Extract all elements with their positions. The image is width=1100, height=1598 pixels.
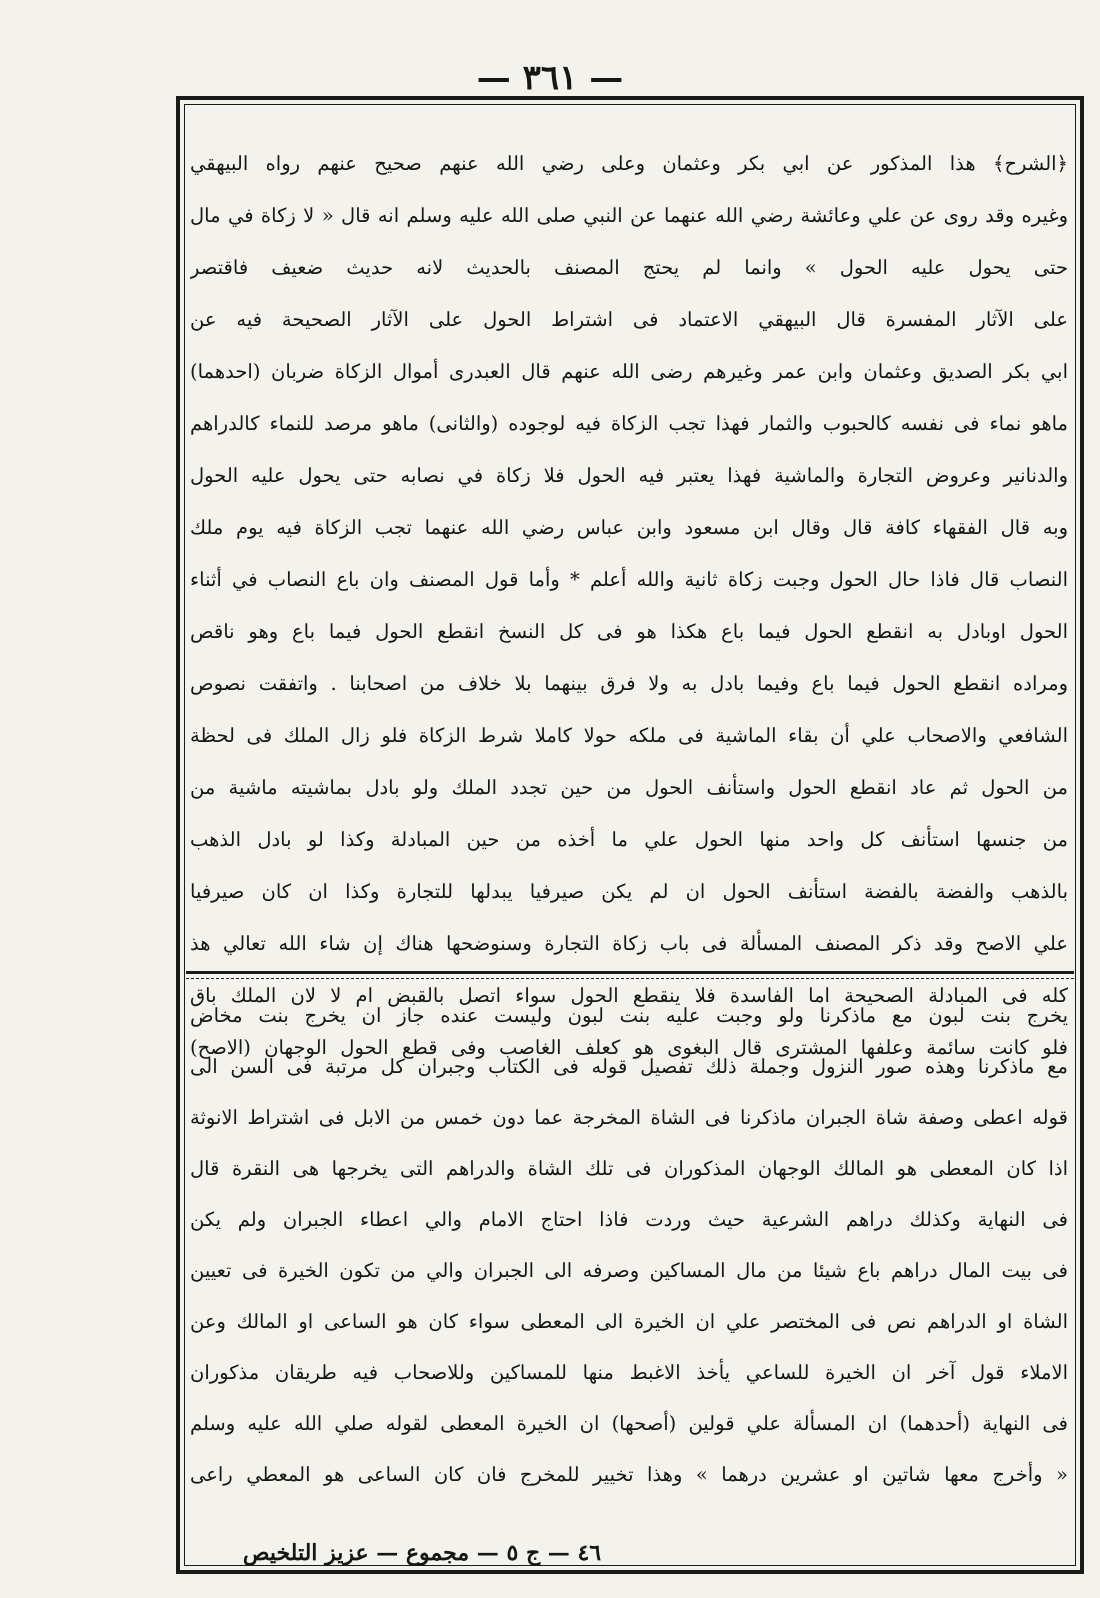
commentary-line: علي الاصح وقد ذكر المصنف المسألة فى باب زكاة التجارة وسنوضحها هناك إن شاء الله تعالي هذ [190, 932, 1068, 955]
continuation-line: فى النهاية (أحدهما) ان المسألة علي قولين (أصحها) ان الخيرة المعطى لقوله صلي الله عليه وسلم [190, 1412, 1068, 1435]
commentary-line: بالذهب والفضة بالفضة استأنف الحول ان لم يكن صيرفيا يبدلها للتجارة وكذا ان كان صيرفيا [190, 880, 1068, 903]
section-divider [186, 971, 1074, 979]
continuation-line: قوله اعطى وصفة شاة الجبران ماذكرنا فى الشاة المخرجة عما دون خمس من الابل فى اشتراط الانوثة [190, 1106, 1068, 1129]
continuation-line: يخرج بنت لبون مع ماذكرنا ولو وجبت عليه بنت لبون وليست عنده جاز ان يخرج بنت مخاض [190, 1004, 1068, 1027]
continuation-block [190, 990, 1068, 1500]
continuation-line: اذا كان المعطى هو المالك الوجهان المذكوران فى تلك الشاة والدراهم التى يخرجها هى النقرة قال [190, 1157, 1068, 1180]
commentary-line: النصاب قال فاذا حال الحول وجبت زكاة ثانية والله أعلم * وأما قول المصنف وان باع النصاب في أثناء [190, 568, 1068, 591]
commentary-line: ماهو نماء فى نفسه كالحبوب والثمار فهذا تجب الزكاة فيه لوجوده (والثانى) ماهو مرصد للنماء كالدراهم [190, 412, 1068, 435]
commentary-line: ﴿الشرح﴾ هذا المذكور عن ابي بكر وعثمان وعلى رضي الله عنهم صحيح عنهم رواه البيهقي [190, 152, 1068, 175]
commentary-line: الشافعي والاصحاب علي أن بقاء الماشية فى ملكه حولا كاملا شرط الزكاة فلو زال الملك فى لحظة [190, 724, 1068, 747]
commentary-line: من جنسها استأنف كل واحد منها الحول علي ما أخذه من حين المبادلة وكذا لو بادل الذهب [190, 828, 1068, 851]
commentary-line: ابي بكر الصديق وعثمان وابن عمر وغيرهم رضى الله عنهم قال العبدرى أموال الزكاة ضربان (احدهما) [190, 360, 1068, 383]
commentary-line: ومراده انقطع الحول فيما باع وفيما بادل به ولا فرق بينهما بلا خلاف من اصحابنا . واتفقت نصوص [190, 672, 1068, 695]
commentary-line: وغيره وقد روى عن علي وعائشة رضي الله عنهما عن النبي صلى الله عليه وسلم انه قال « لا زكاة في مال [190, 204, 1068, 227]
commentary-line: على الآثار المفسرة قال البيهقي الاعتماد فى اشتراط الحول على الآثار الصحيحة فيه عن [190, 308, 1068, 331]
commentary-line: وبه قال الفقهاء كافة قال وقال ابن مسعود وابن عباس رضي الله عنهما تجب الزكاة فيه يوم ملك [190, 516, 1068, 539]
commentary-line: فلو كانت سائمة وعلفها المشترى قال البغوى هو كعلف الغاصب وفى قطع الحول الوجهان (الاصح) [190, 1036, 1068, 1059]
continuation-line: فى بيت المال دراهم باع شيئا من مال المساكين وصرفه الى الجبران والي من تكون الخيرة فى تعيين [190, 1259, 1068, 1282]
continuation-line: « وأخرج معها شاتين او عشرين درهما » وهذا تخيير للمخرج فان كان الساعى هو المعطي راعى [190, 1463, 1068, 1486]
page-footer: ٤٦ — ج ٥ — مجموع — عزيز التلخيص [242, 1540, 602, 1566]
continuation-line: مع ماذكرنا وهذه صور النزول وجملة ذلك تفصيل قوله فى الكتاب وجبران كل مرتبة فى السن الى [190, 1055, 1068, 1078]
commentary-block [190, 138, 1068, 1074]
text-frame [176, 96, 1084, 1574]
continuation-line: الشاة او الدراهم نص فى المختصر علي ان الخيرة الى المعطى سواء كان هو الساعى او المالك وعن [190, 1310, 1068, 1333]
commentary-line: والدنانير وعروض التجارة والماشية فهذا يعتبر فيه الحول فلا زكاة في نصابه حتى يحول عليه الحول [190, 464, 1068, 487]
commentary-line: حتى يحول عليه الحول » وانما لم يحتج المصنف بالحديث لانه حديث ضعيف فاقتصر [190, 256, 1068, 279]
continuation-line: فى النهاية وكذلك دراهم الشرعية حيث وردت فاذا احتاج الامام والي اعطاء الجبران ولم يكن [190, 1208, 1068, 1231]
continuation-line: الاملاء قول آخر ان الخيرة للساعي يأخذ الاغبط منها للمساكين وللاصحاب فيه طريقان مذكوران [190, 1361, 1068, 1384]
commentary-line: كله فى المبادلة الصحيحة اما الفاسدة فلا ينقطع الحول سواء اتصل بالقبض ام لا لان الملك باق [190, 984, 1068, 1007]
commentary-line: الحول اوبادل به انقطع الحول فيما باع هكذا هو فى كل النسخ انقطع الحول فيما باع وهو ناقص [190, 620, 1068, 643]
commentary-line: من الحول ثم عاد انقطع الحول واستأنف الحول من حين تجدد الملك ولو بادل بماشيته ماشية من [190, 776, 1068, 799]
page-number: — ٣٦١ — [476, 58, 624, 98]
